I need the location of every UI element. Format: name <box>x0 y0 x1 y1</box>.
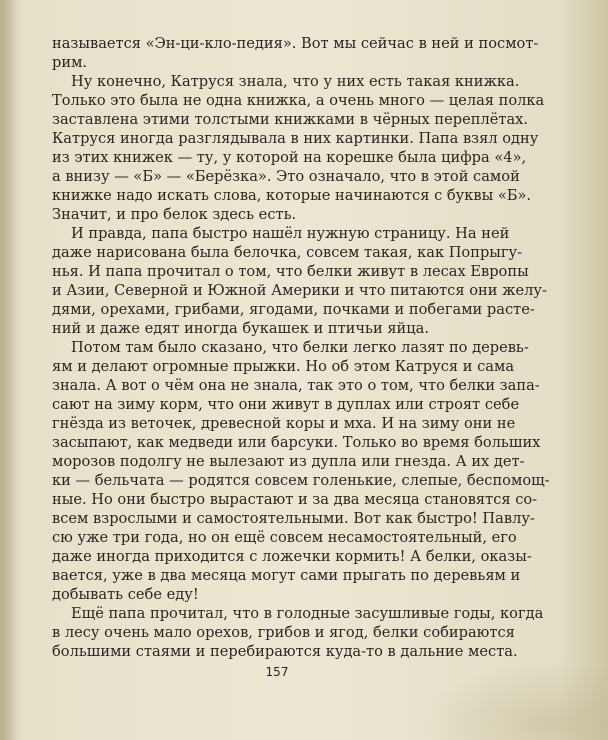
text-line: и Азии, Северной и Южной Америки и что питаются они желу- <box>52 282 547 299</box>
text-line: морозов подолгу не вылезают из дупла или гнезда. А их дет- <box>52 453 525 470</box>
text-line: ки — бельчата — родятся совсем голенькие, слепые, беспомощ- <box>52 472 550 489</box>
text-line: даже нарисована была белочка, совсем такая, как Попрыгу- <box>52 244 523 261</box>
text-line: добывать себе еду! <box>52 586 199 603</box>
text-line: ные. Но они быстро вырастают и за два месяца становятся со- <box>52 491 538 508</box>
text-line: из этих книжек — ту, у которой на корешке была цифра «4», <box>52 149 527 166</box>
text-line: знала. А вот о чём она не знала, так это о том, что белки запа- <box>52 377 540 394</box>
text-line: ний и даже едят иногда букашек и птичьи яйца. <box>52 320 429 337</box>
text-line: даже иногда приходится с ложечки кормить! А белки, оказы- <box>52 548 532 565</box>
text-line: нья. И папа прочитал о том, что белки живут в лесах Европы <box>52 263 529 280</box>
text-line: Только это была не одна книжка, а очень много — целая полка <box>52 92 545 109</box>
text-line: называется «Эн-ци-кло-педия». Вот мы сейчас в ней и посмот- <box>52 35 539 52</box>
text-line: Катруся иногда разглядывала в них картинки. Папа взял одну <box>52 130 539 147</box>
body-text <box>52 34 550 661</box>
text-line: книжке надо искать слова, которые начинаются с буквы «Б». <box>52 187 532 204</box>
text-line: заставлена этими толстыми книжками в чёрных переплётах. <box>52 111 529 128</box>
text-line: сают на зиму корм, что они живут в дуплах или строят себе <box>52 396 520 413</box>
text-line: Ну конечно, Катруся знала, что у них есть такая книжка. <box>71 73 520 90</box>
text-line: Значит, и про белок здесь есть. <box>52 206 297 223</box>
text-line: большими стаями и перебираются куда-то в дальние места. <box>52 643 518 660</box>
page-number: 157 <box>265 665 289 679</box>
text-line: всем взрослыми и самостоятельными. Вот как быстро! Павлу- <box>52 510 535 527</box>
text-line: дями, орехами, грибами, ягодами, почками и побегами расте- <box>52 301 535 318</box>
text-line: а внизу — «Б» — «Берёзка». Это означало, что в этой самой <box>52 168 520 185</box>
text-line: засыпают, как медведи или барсуки. Только во время больших <box>52 434 541 451</box>
text-line: Потом там было сказано, что белки легко лазят по деревь- <box>71 339 529 356</box>
text-line: рим. <box>52 54 88 71</box>
text-line: ям и делают огромные прыжки. Но об этом Катруся и сама <box>52 358 515 375</box>
text-line: Ещё папа прочитал, что в голодные засушливые годы, когда <box>71 605 544 622</box>
text-line: И правда, папа быстро нашёл нужную страницу. На ней <box>71 225 510 242</box>
text-line: гнёзда из веточек, древесной коры и мха. И на зиму они не <box>52 415 516 432</box>
text-line: в лесу очень мало орехов, грибов и ягод, белки собираются <box>52 624 515 641</box>
page-gutter-shadow <box>0 0 18 740</box>
text-line: сю уже три года, но он ещё совсем несамостоятельный, его <box>52 529 517 546</box>
text-line: вается, уже в два месяца могут сами прыгать по деревьям и <box>52 567 521 584</box>
